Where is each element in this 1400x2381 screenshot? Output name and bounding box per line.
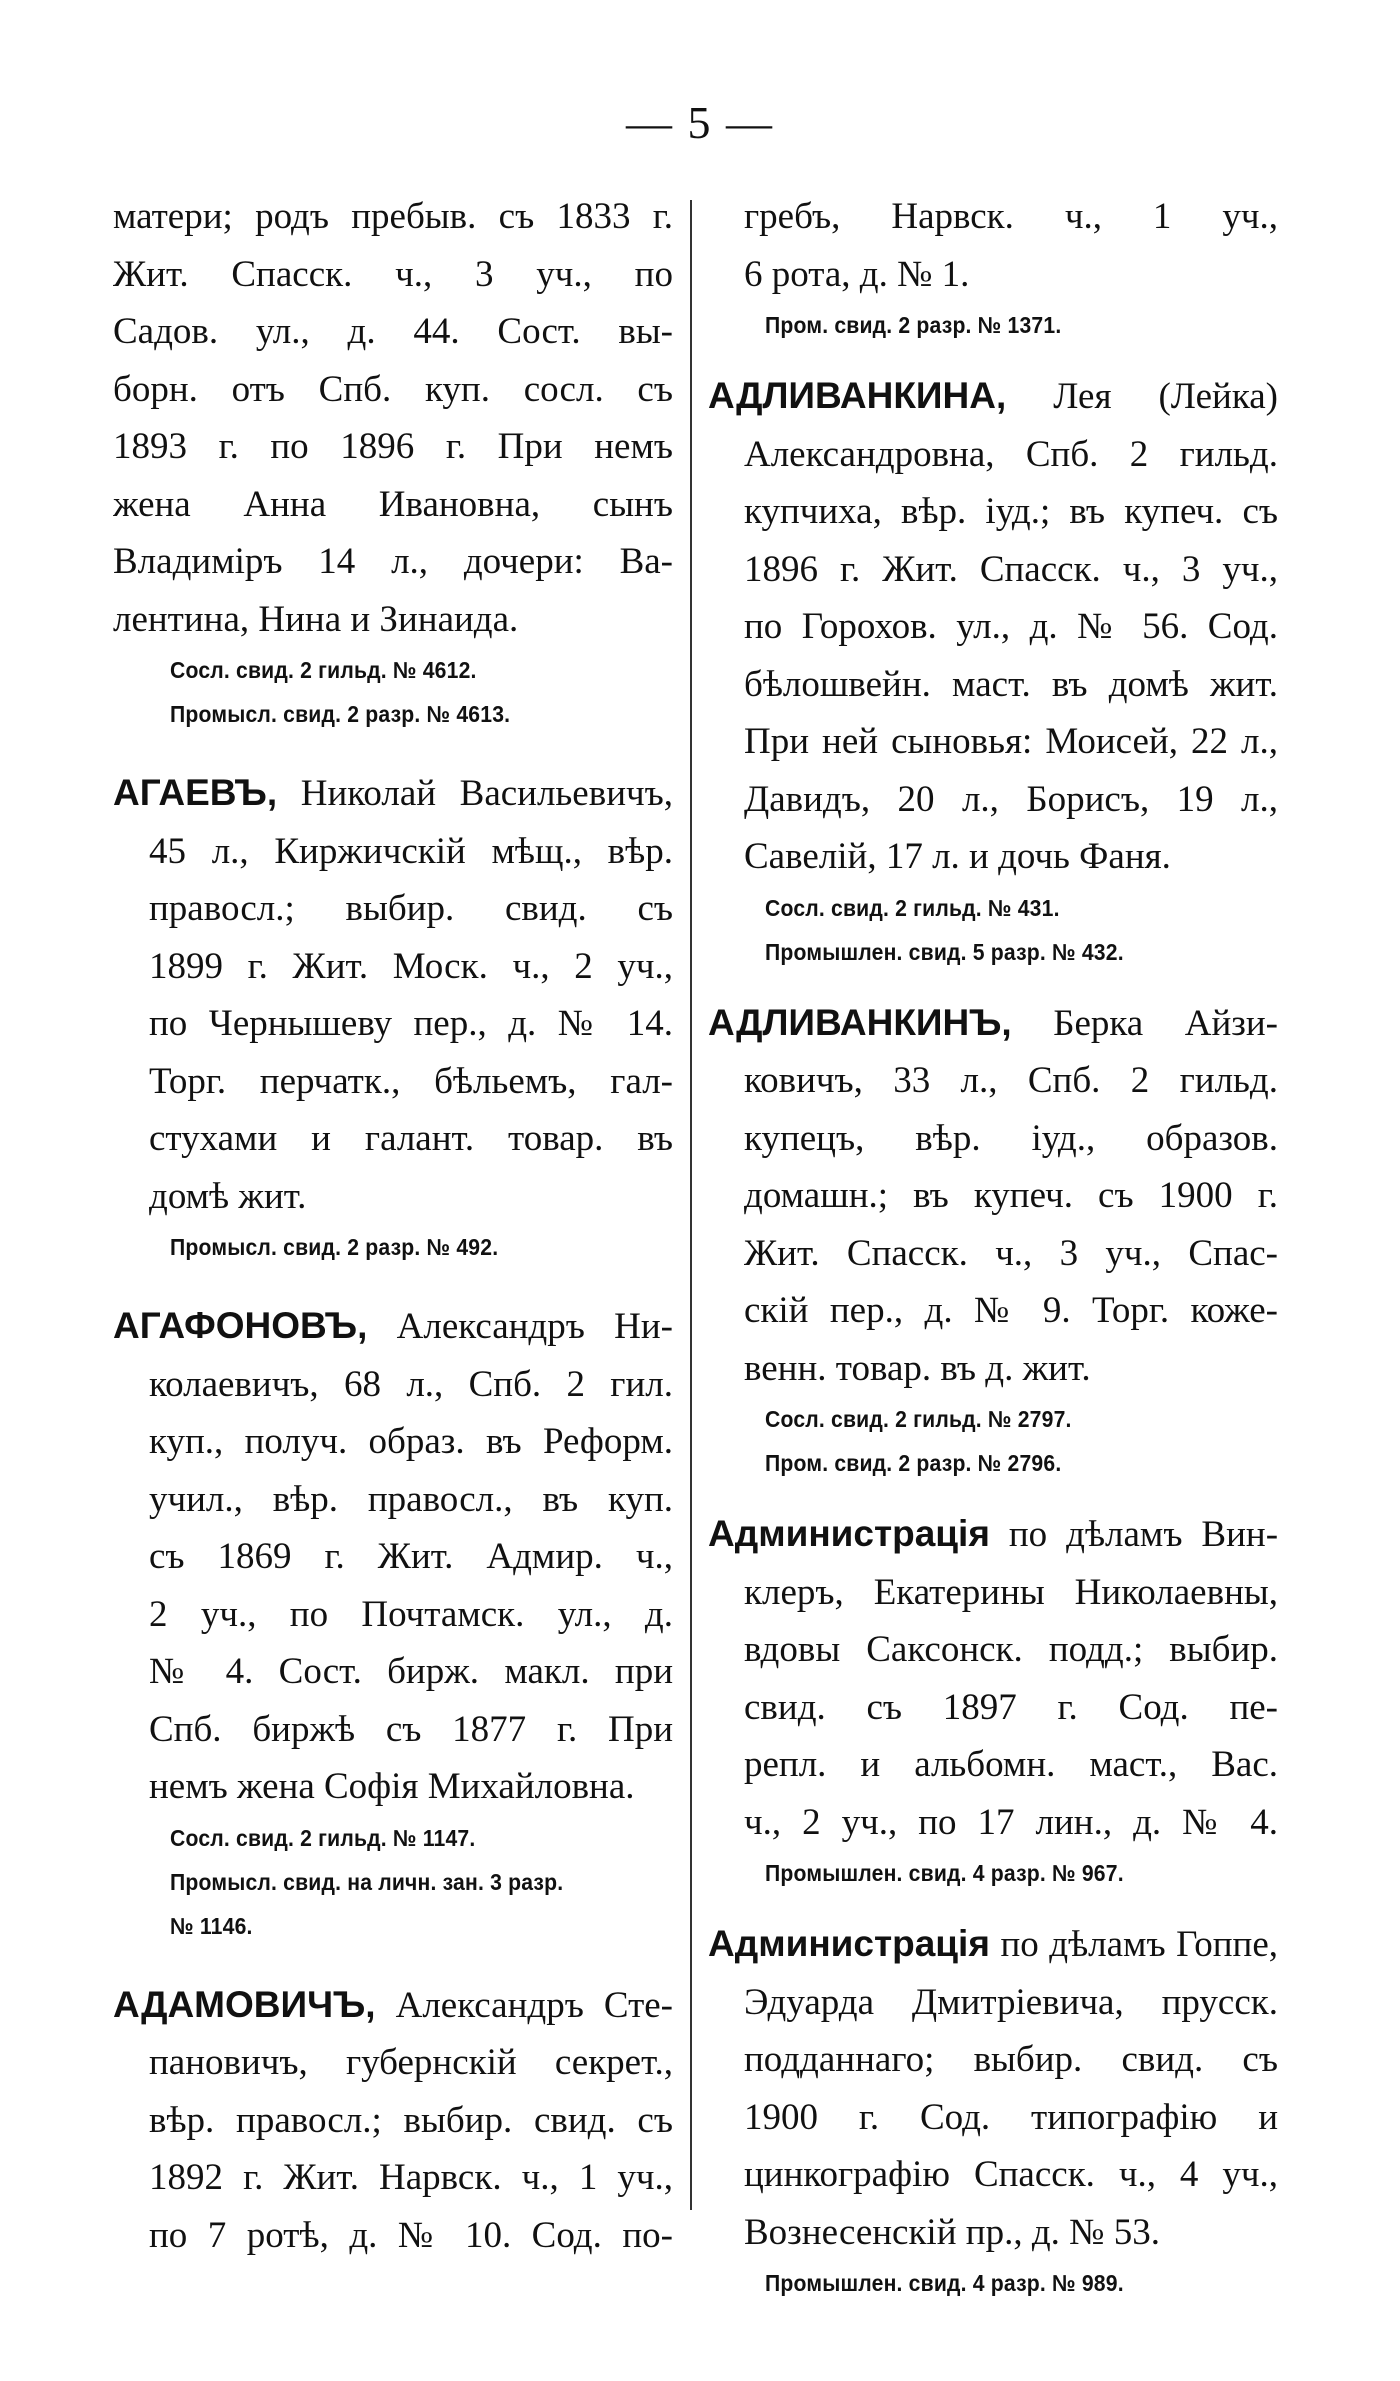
text-line: Жит. Спасск. ч., 3 уч., по — [113, 253, 673, 295]
certificate-note: Пром. свид. 2 разр. № 1371. — [765, 312, 1062, 338]
entry-adamovich — [113, 1976, 673, 2265]
text-line: Садов. ул., д. 44. Сост. вы- — [113, 311, 673, 352]
certificate-note: № 1146. — [170, 1912, 253, 1939]
text-line: учил., вѣр. правосл., въ куп. — [149, 1478, 673, 1520]
certificate-note: Сосл. свид. 2 гильд. № 4612. — [170, 657, 477, 683]
text-line: Вознесенскій пр., д. № 53. — [744, 2211, 1160, 2253]
text-line: 1892 г. Жит. Нарвск. ч., 1 уч., — [149, 2157, 673, 2198]
text-line: 1893 г. по 1896 г. При немъ — [113, 426, 673, 467]
entry-text: Николай Васильевичъ, — [300, 773, 673, 814]
text-line: домашн.; въ купеч. съ 1900 г. — [744, 1175, 1278, 1216]
text-line: Давидъ, 20 л., Борисъ, 19 л., — [744, 778, 1278, 820]
certificate-note: Промышлен. свид. 4 разр. № 967. — [765, 1860, 1124, 1886]
right-column — [708, 188, 1278, 2305]
certificate-note: Промышлен. свид. 4 разр. № 989. — [765, 2270, 1124, 2296]
certificate-note: Промышлен. свид. 5 разр. № 432. — [765, 938, 1124, 965]
text-line: 2 уч., по Почтамск. ул., д. — [149, 1593, 673, 1635]
text-line: стухами и галант. товар. въ — [149, 1118, 673, 1159]
entry-first-line — [113, 1976, 673, 2035]
entry-first-line — [708, 367, 1278, 426]
certificate-note: Промысл. свид. 2 разр. № 4613. — [170, 701, 511, 727]
text-line: 45 л., Киржичскій мѣщ., вѣр. — [149, 830, 673, 872]
entry-continuation — [113, 188, 673, 736]
certificate-note: Сосл. свид. 2 гильд. № 2797. — [765, 1406, 1072, 1432]
text-line: по 7 ротѣ, д. № 10. Сод. по- — [149, 2214, 673, 2256]
entry-text: по дѣламъ Вин- — [1008, 1514, 1278, 1555]
text-line: ч., 2 уч., по 17 лин., д. № 4. — [744, 1801, 1278, 1843]
text-line: съ 1869 г. Жит. Адмир. ч., — [149, 1536, 673, 1577]
text-line: 1900 г. Сод. типографію и — [744, 2096, 1278, 2138]
text-line: Торг. перчатк., бѣльемъ, гал- — [149, 1060, 673, 1102]
entry-first-line — [708, 994, 1278, 1053]
entry-text: Берка Айзи- — [1053, 1002, 1278, 1044]
entry-administration-winkler — [708, 1505, 1278, 1895]
text-line: свид. съ 1897 г. Сод. пе- — [744, 1686, 1278, 1728]
certificate-note: Сосл. свид. 2 гильд. № 431. — [765, 894, 1060, 921]
certificate-note: Пром. свид. 2 разр. № 2796. — [765, 1450, 1062, 1476]
text-line: домѣ жит. — [149, 1175, 307, 1217]
text-line: лентина, Нина и Зинаида. — [113, 598, 519, 640]
entry-surname: АДЛИВАНКИНЪ, — [708, 1001, 1012, 1043]
text-line: вѣр. правосл.; выбир. свид. съ — [149, 2099, 673, 2141]
text-line: клеръ, Екатерины Николаевны, — [744, 1571, 1278, 1613]
left-column — [113, 188, 673, 2264]
text-line: 6 рота, д. № 1. — [744, 253, 970, 295]
entry-heading: Администрація — [708, 1923, 990, 1964]
text-line: матери; родъ пребыв. съ 1833 г. — [113, 196, 673, 237]
text-line: ковичъ, 33 л., Спб. 2 гильд. — [744, 1060, 1278, 1101]
entry-heading: Администрація — [708, 1513, 990, 1554]
text-line: скій пер., д. № 9. Торг. коже- — [744, 1290, 1278, 1331]
text-line: гребъ, Нарвск. ч., 1 уч., — [744, 196, 1278, 237]
certificate-note: Промысл. свид. 2 разр. № 492. — [170, 1234, 499, 1260]
entry-agafonov — [113, 1297, 673, 1948]
entry-surname: АГАЕВЪ, — [113, 772, 278, 813]
text-line: Владиміръ 14 л., дочери: Ва- — [113, 541, 673, 582]
text-line: Жит. Спасск. ч., 3 уч., Спас- — [744, 1232, 1278, 1274]
certificate-note: Сосл. свид. 2 гильд. № 1147. — [170, 1824, 476, 1851]
text-line: правосл.; выбир. свид. съ — [149, 888, 673, 929]
text-line: венн. товар. въ д. жит. — [744, 1347, 1091, 1389]
text-line: Александровна, Спб. 2 гильд. — [744, 433, 1278, 475]
entry-text: Александръ Сте- — [395, 1984, 673, 2026]
entry-agaev — [113, 764, 673, 1269]
text-line: колаевичъ, 68 л., Спб. 2 гил. — [149, 1363, 673, 1405]
text-line: Эдуарда Дмитріевича, прусск. — [744, 1981, 1278, 2023]
column-divider — [690, 200, 692, 2210]
text-line: цинкографію Спасск. ч., 4 уч., — [744, 2154, 1278, 2195]
text-line: вдовы Саксонск. подд.; выбир. — [744, 1629, 1278, 1670]
entry-continuation — [708, 188, 1278, 347]
entry-first-line — [708, 1505, 1278, 1564]
entry-first-line — [708, 1915, 1278, 1974]
text-line: борн. отъ Спб. куп. сосл. съ — [113, 368, 673, 410]
text-line: жена Анна Ивановна, сынъ — [113, 483, 673, 525]
text-line: куп., получ. образ. въ Реформ. — [149, 1421, 673, 1462]
text-line: по Горохов. ул., д. № 56. Сод. — [744, 606, 1278, 647]
text-line: купчиха, вѣр. іуд.; въ купеч. съ — [744, 491, 1278, 532]
entry-adlivankina — [708, 367, 1278, 974]
text-line: При ней сыновья: Моисей, 22 л., — [744, 721, 1278, 762]
text-line: подданнаго; выбир. свид. съ — [744, 2039, 1278, 2080]
text-line: немъ жена Софія Михайловна. — [149, 1766, 635, 1807]
entry-administration-goppe — [708, 1915, 1278, 2305]
text-line: 1899 г. Жит. Моск. ч., 2 уч., — [149, 945, 673, 987]
text-line: купецъ, вѣр. іуд., образов. — [744, 1117, 1278, 1159]
text-line: Савелій, 17 л. и дочь Фаня. — [744, 836, 1171, 877]
entry-surname: АГАФОНОВЪ, — [113, 1305, 368, 1346]
certificate-note: Промысл. свид. на личн. зан. 3 разр. — [170, 1868, 564, 1895]
text-line: репл. и альбомн. маст., Вас. — [744, 1744, 1278, 1785]
entry-surname: АДАМОВИЧЪ, — [113, 1983, 376, 2025]
entry-text: по дѣламъ Гоппе, — [1000, 1924, 1278, 1965]
entry-adlivankin — [708, 994, 1278, 1486]
text-line: бѣлошвейн. маст. въ домѣ жит. — [744, 663, 1278, 705]
text-line: № 4. Сост. бирж. макл. при — [149, 1651, 673, 1692]
entry-text: Лея (Лейка) — [1053, 376, 1278, 417]
entry-surname: АДЛИВАНКИНА, — [708, 375, 1007, 416]
entry-first-line — [113, 1297, 673, 1356]
text-line: пановичъ, губернскій секрет., — [149, 2042, 673, 2083]
entry-text: Александръ Ни- — [396, 1306, 673, 1347]
text-line: Спб. биржѣ съ 1877 г. При — [149, 1708, 673, 1750]
page-number: — 5 — — [626, 97, 774, 148]
text-line: 1896 г. Жит. Спасск. ч., 3 уч., — [744, 548, 1278, 590]
entry-first-line — [113, 764, 673, 823]
text-line: по Чернышеву пер., д. № 14. — [149, 1003, 673, 1044]
